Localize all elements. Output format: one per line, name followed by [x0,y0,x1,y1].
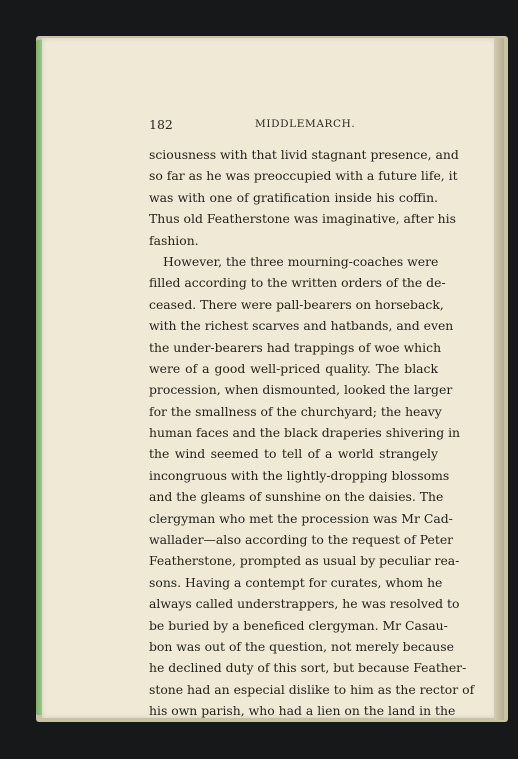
text-line: and the gleams of sunshine on the daisies. The [149,489,444,505]
text-line: he declined duty of this sort, but because Feather- [149,660,467,676]
text-line: bon was out of the question, not merely because [149,638,454,654]
text-line: filled according to the written orders of the de- [149,275,446,291]
text-line: his own parish, who had a lien on the land in the [149,703,456,719]
page-number: 182 [149,117,173,132]
text-line: were of a good well-priced quality. The black [149,360,438,376]
page-fore-edge [494,38,504,720]
text-line: be buried by a beneficed clergyman. Mr Casau- [149,617,448,633]
text-line: wallader—also according to the request of Peter [149,532,454,548]
text-line: clergyman who met the procession was Mr Cad- [149,510,453,526]
text-line: Thus old Featherstone was imaginative, after his [149,211,456,227]
text-line: incongruous with the lightly-dropping blossoms [149,467,450,483]
text-line: stone had an especial dislike to him as the rector of [149,681,475,697]
text-line: was with one of gratification inside his coffin. [149,189,438,205]
text-line: fashion. [149,232,199,248]
text-line: procession, when dismounted, looked the larger [149,382,453,398]
text-line: the wind seemed to tell of a world strangely [149,446,438,462]
text-line: sciousness with that livid stagnant presence, and [149,147,459,162]
text-line: ceased. There were pall-bearers on horseback, [149,296,444,312]
text-line: for the smallness of the churchyard; the heavy [149,403,442,419]
text-line: the under-bearers had trappings of woe which [149,339,442,355]
text-line: so far as he was preoccupied with a future life, it [149,168,458,184]
text-line: with the richest scarves and hatbands, and even [149,318,454,334]
book-title: MIDDLEMARCH. [255,118,356,130]
text-line: always called understrappers, he was resolved to [149,596,460,612]
body-text [149,144,475,722]
text-line: Featherstone, prompted as usual by peculiar rea- [149,553,460,569]
text-line: However, the three mourning-coaches were [163,253,439,269]
running-head [149,117,438,135]
text-line: sons. Having a contempt for curates, whom he [149,574,443,590]
text-line: human faces and the black draperies shivering in [149,425,461,441]
